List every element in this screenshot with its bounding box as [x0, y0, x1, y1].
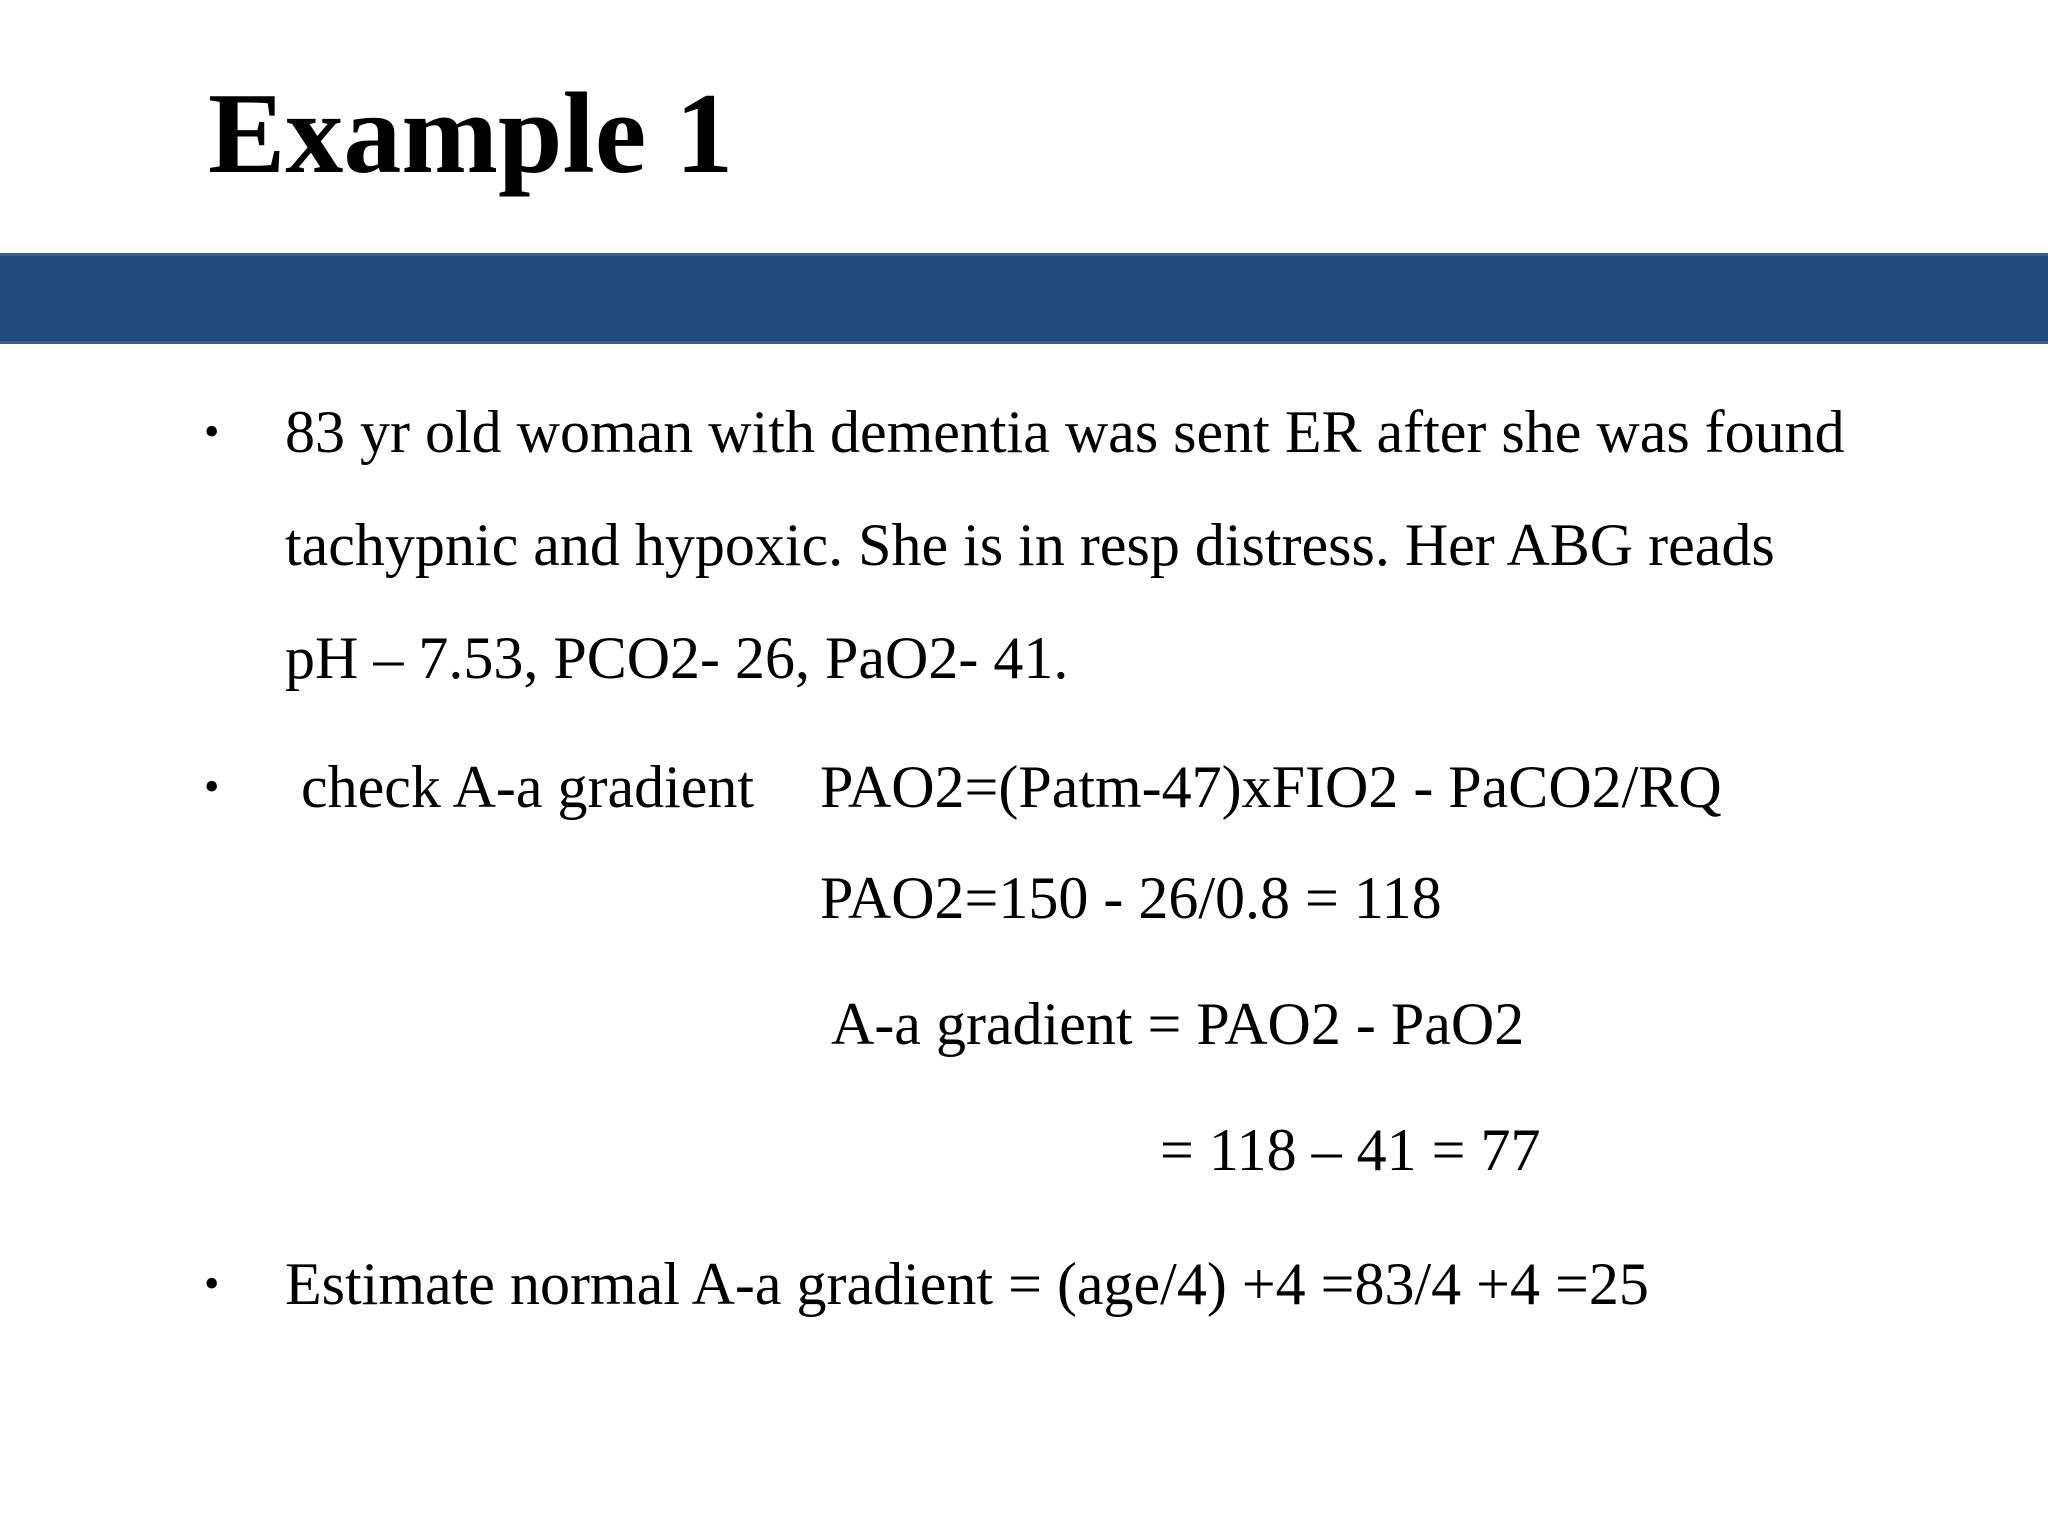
title-divider-band [0, 253, 2048, 344]
formula-pao2-general: PAO2=(Patm-47)xFIO2 - PaCO2/RQ [820, 754, 1722, 820]
bullet-1-line-3: pH – 7.53, PCO2- 26, PaO2- 41. [285, 625, 1069, 691]
bullet-2-marker: • [204, 762, 220, 811]
formula-aa-gradient: A-a gradient = PAO2 - PaO2 [831, 991, 1525, 1057]
bullet-3-marker: • [204, 1259, 220, 1308]
bullet-2-lead: check A-a gradient [301, 754, 755, 820]
slide-title: Example 1 [208, 70, 734, 198]
bullet-1-line-2: tachypnic and hypoxic. She is in resp distress. Her ABG reads [285, 512, 1775, 578]
bullet-1-line-1: 83 yr old woman with dementia was sent ER after she was found [285, 399, 1845, 465]
formula-aa-gradient-result: = 118 – 41 = 77 [1160, 1117, 1541, 1183]
formula-pao2-calculated: PAO2=150 - 26/0.8 = 118 [820, 865, 1442, 931]
bullet-1-marker: • [204, 407, 220, 456]
bullet-3-line-1: Estimate normal A-a gradient = (age/4) +4 =83/4 +4 =25 [285, 1251, 1649, 1317]
